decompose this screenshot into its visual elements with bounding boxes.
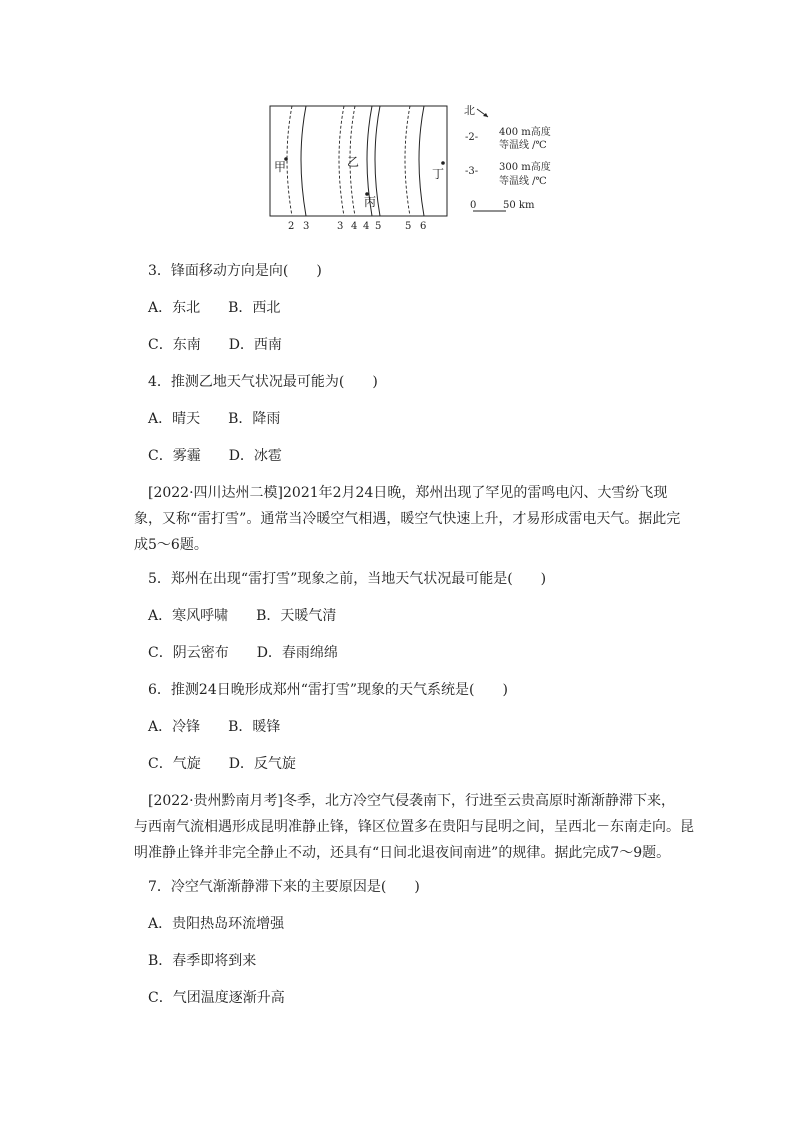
intro1-line2: 象，又称“雷打雪”。通常当冷暖空气相遇，暖空气快速上升，才易形成雷电天气。据此完: [134, 511, 681, 527]
legend-solid-symbol: -3-: [465, 166, 479, 177]
axis-label-2: 2: [288, 221, 295, 232]
place-jia-label: 甲: [274, 160, 287, 174]
axis-label-4b: 4: [363, 221, 370, 232]
axis-label-5a: 5: [375, 221, 382, 232]
intro1-line3: 成5～6题。: [134, 537, 208, 553]
intro2-line3: 明准静止锋并非完全静止不动，还具有“日间北退夜间南进”的规律。据此完成7～9题。: [134, 845, 671, 861]
legend-solid-label-1: 300 m高度: [499, 162, 551, 173]
q3-stem: 3．锋面移动方向是向( ): [148, 263, 322, 279]
axis-label-5b: 5: [405, 221, 412, 232]
q4-stem: 4．推测乙地天气状况最可能为( ): [148, 374, 378, 390]
q7-stem: 7．冷空气渐渐静滞下来的主要原因是( ): [148, 879, 420, 895]
isotherm-solid-3: [301, 106, 306, 216]
q4-options-cd: C．雾霾 D．冰雹: [148, 448, 282, 464]
axis-label-4a: 4: [351, 221, 358, 232]
axis-label-3a: 3: [303, 221, 310, 232]
intro2-line1: [2022·贵州黔南月考]冬季，北方冷空气侵袭南下，行进至云贵高原时渐渐静滞下来，: [148, 793, 676, 809]
place-ding-dot: [441, 161, 445, 165]
isotherm-solid-6: [419, 106, 424, 216]
scale-start: 0: [470, 200, 477, 211]
q7-option-a: A．贵阳热岛环流增强: [148, 916, 285, 932]
q4-options-ab: A．晴天 B．降雨: [148, 411, 281, 427]
isotherm-dashed-3: [339, 106, 344, 216]
q3-options-cd: C．东南 D．西南: [148, 337, 282, 353]
q7-option-b: B．春季即将到来: [148, 953, 257, 969]
q7-option-c: C．气团温度逐渐升高: [148, 990, 285, 1006]
q3-options-ab: A．东北 B．西北: [148, 300, 281, 316]
legend-dashed-symbol: -2-: [465, 132, 479, 143]
place-bing-label: 丙: [364, 195, 377, 209]
intro1-line1: [2022·四川达州二模]2021年2月24日晚，郑州出现了罕见的雷鸣电闪、大雪纷飞现: [148, 485, 668, 501]
q5-options-cd: C．阴云密布 D．春雨绵绵: [148, 645, 338, 661]
isotherm-figure: [262, 98, 562, 238]
legend-dashed-label-2: 等温线 /℃: [499, 140, 547, 151]
q6-stem: 6．推测24日晚形成郑州“雷打雪”现象的天气系统是( ): [148, 682, 508, 698]
axis-label-6: 6: [420, 221, 427, 232]
place-yi-label: 乙: [347, 155, 360, 169]
axis-label-3b: 3: [337, 221, 344, 232]
intro2-line2: 与西南气流相遇形成昆明准静止锋，锋区位置多在贵阳与昆明之间，呈西北－东南走向。昆: [134, 819, 694, 835]
q6-options-ab: A．冷锋 B．暖锋: [148, 719, 281, 735]
legend-solid-label-2: 等温线 /℃: [499, 176, 547, 187]
q5-options-ab: A．寒风呼啸 B．天暖气清: [148, 608, 337, 624]
isotherm-map: [262, 98, 562, 238]
isotherm-dashed-2: [287, 106, 292, 216]
q5-stem: 5．郑州在出现“雷打雪”现象之前，当地天气状况最可能是( ): [148, 571, 547, 587]
isotherm-dashed-5: [405, 106, 410, 216]
north-label: 北: [464, 104, 475, 117]
place-ding-label: 丁: [432, 167, 445, 181]
legend-dashed-label-1: 400 m高度: [499, 127, 551, 138]
q6-options-cd: C．气旋 D．反气旋: [148, 756, 296, 772]
scale-end: 50 km: [503, 200, 535, 211]
